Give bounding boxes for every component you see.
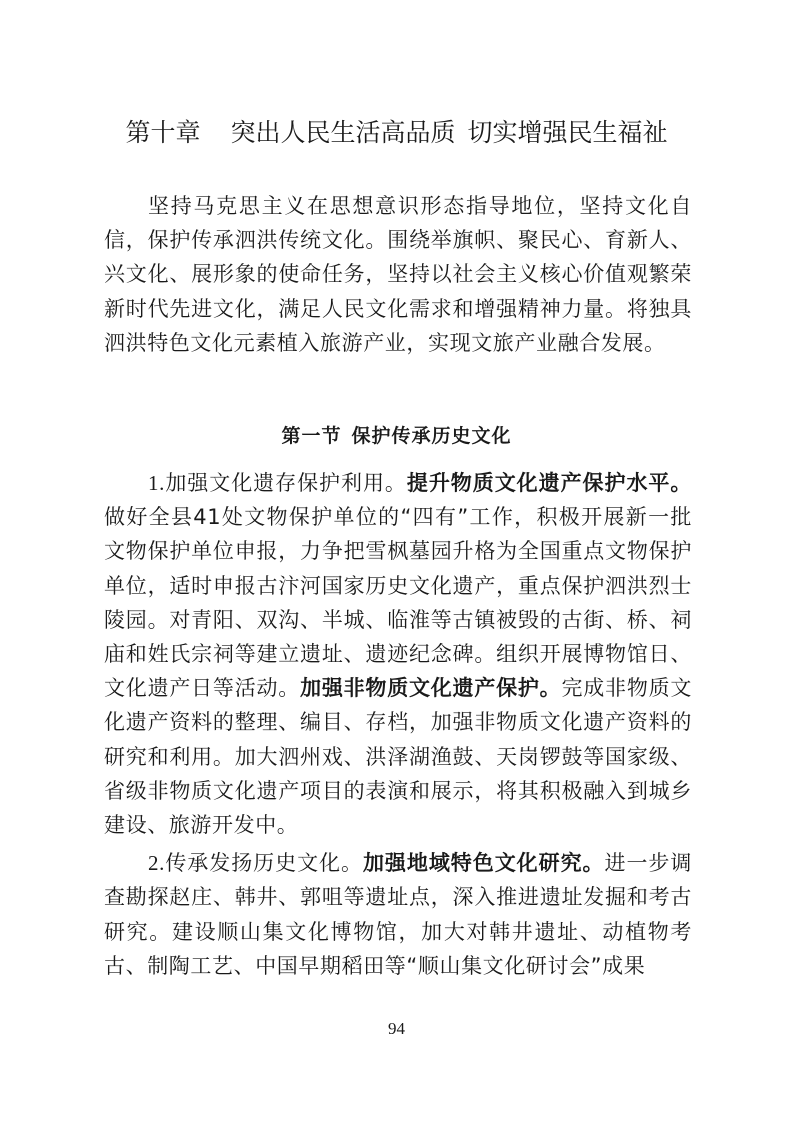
item-1-lead: 加强文化遗存保护利用。 (164, 471, 407, 495)
chapter-title (0, 116, 793, 150)
paragraph-item-2 (104, 846, 692, 983)
chapter-title-part1: 突出人民生活高品质 (230, 118, 456, 147)
chapter-title-part2: 切实增强民生福祉 (467, 118, 668, 147)
main-content (104, 466, 692, 987)
item-1-text-1: 做好全县41处文物保护单位的“四有”工作，积极开展新一批文物保护单位申报，力争把雪枫墓园升格为全国重点文物保护单位，适时申报古汴河国家历史文化遗产，重点保护泗洪烈士陵园。对青阳、双沟、半城、临淮等古镇被毁的古街、桥、祠庙和姓氏宗祠等建立遗址、遗迹纪念碑。组织开展博物馆日、文化遗产日等活动。 (104, 505, 692, 701)
item-2-number: 2. (148, 851, 165, 876)
item-2-lead: 传承发扬历史文化。 (164, 851, 363, 876)
item-1-text-2: 完成非物质文化遗产资料的整理、编目、存档，加强非物质文化遗产资料的研究和利用。加大泗州戏、洪泽湖渔鼓、天岗锣鼓等国家级、省级非物质文化遗产项目的表演和展示，将其积极融入到城乡建设、旅游开发中。 (104, 676, 692, 838)
paragraph-item-1 (104, 466, 692, 842)
section-title: 保护传承历史文化 (351, 425, 512, 447)
item-2-subheading-1: 加强地域特色文化研究。 (362, 851, 605, 876)
intro-block (104, 189, 692, 360)
item-1-number: 1. (148, 471, 165, 495)
item-1-subheading-2: 加强非物质文化遗产保护。 (300, 676, 562, 701)
intro-paragraph: 坚持马克思主义在思想意识形态指导地位，坚持文化自信，保护传承泗洪传统文化。围绕举旗帜、聚民心、育新人、兴文化、展形象的使命任务，坚持以社会主义核心价值观繁荣新时代先进文化，满足人民文化需求和增强精神力量。将独具泗洪特色文化元素植入旅游产业，实现文旅产业融合发展。 (104, 194, 692, 355)
chapter-number: 第十章 (125, 118, 201, 147)
item-1-subheading-1: 提升物质文化遗产保护水平。 (406, 471, 692, 495)
section-heading (0, 422, 793, 450)
item-2-text-1: 进一步调查勘探赵庄、韩井、郭咀等遗址点，深入推进遗址发掘和考古研究。建设顺山集文化博物馆，加大对韩井遗址、动植物考古、制陶工艺、中国早期稻田等“顺山集文化研讨会”成果 (104, 851, 692, 978)
section-number: 第一节 (281, 425, 342, 447)
page-number: 94 (388, 1019, 405, 1038)
